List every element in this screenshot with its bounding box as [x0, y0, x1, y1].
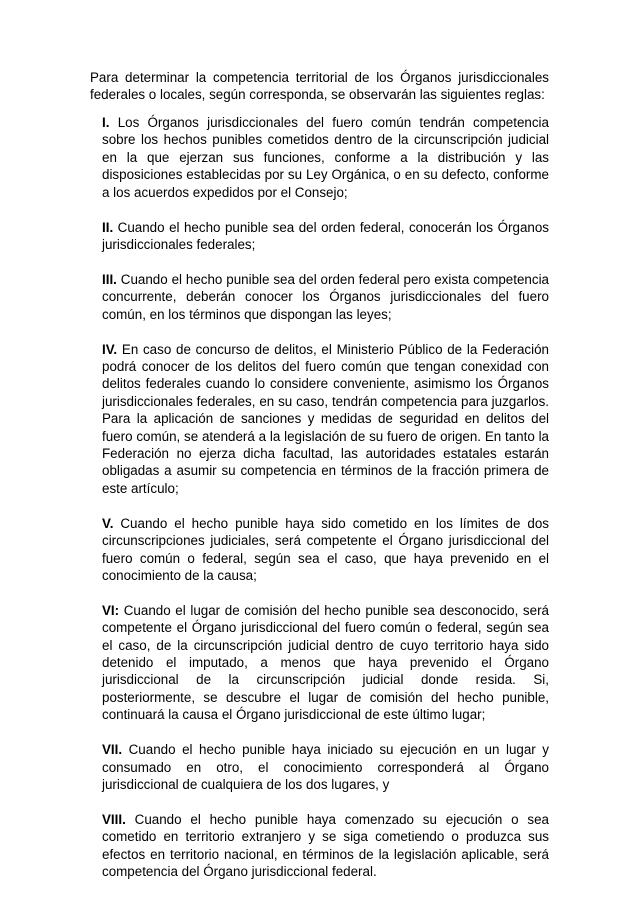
- rule-number: I.: [102, 115, 110, 130]
- rule-text: Los Órganos jurisdiccionales del fuero común tendrán competencia sobre los hechos punibles cometidos dentro de la circunscripción judicial en la que ejerzan sus funciones, conforme a la distribución y las disposiciones establecidas por su Ley Orgánica, o en su defecto, conforme a los acuerdos expedidos por el Consejo;: [102, 115, 549, 200]
- rule-number: VII.: [102, 742, 123, 758]
- rule-item-2: [102, 219, 549, 254]
- rule-number: IV.: [102, 341, 118, 357]
- rule-text: Cuando el lugar de comisión del hecho punible sea desconocido, será competente el Órgano jurisdiccional del fuero común o federal, según sea el caso, de la circunscripción judicial dentro de cuyo territorio haya sido detenido el imputado, a menos que haya prevenido el Órgano jurisdiccional de la circunscripción judicial donde resida. Si, posteriormente, se descubre el lugar de comisión del hecho punible, continuará la causa el Órgano jurisdiccional de este último lugar;: [102, 602, 549, 723]
- rule-item-1: [102, 114, 549, 201]
- rule-number: III.: [102, 271, 117, 287]
- rule-text: Cuando el hecho punible sea del orden federal, conocerán los Órganos jurisdiccionales federales;: [102, 219, 549, 252]
- rule-item-6: [102, 602, 549, 724]
- rule-item-4: [102, 341, 549, 498]
- rule-item-8: [102, 811, 549, 881]
- rule-number: VI:: [102, 602, 120, 618]
- rule-text: Cuando el hecho punible haya comenzado su ejecución o sea cometido en territorio extranjero y se siga cometiendo o produzca sus efectos en territorio nacional, en términos de la legislación aplicable, será competencia del Órgano jurisdiccional federal.: [102, 811, 549, 880]
- rule-text: Cuando el hecho punible haya sido cometido en los límites de dos circunscripciones judiciales, será competente el Órgano jurisdiccional del fuero común o federal, según sea el caso, que haya prevenido en el conocimiento de la causa;: [102, 515, 549, 583]
- rule-number: II.: [102, 219, 114, 235]
- rule-number: VIII.: [102, 811, 126, 827]
- rule-item-5: [102, 515, 549, 585]
- rule-text: Cuando el hecho punible sea del orden federal pero exista competencia concurrente, deberán conocer los Órganos jurisdiccionales del fuero común, en los términos que dispongan las leyes;: [102, 271, 549, 322]
- rule-text: En caso de concurso de delitos, el Ministerio Público de la Federación podrá conocer de los delitos del fuero común que tengan conexidad con delitos federales cuando lo considere conveniente, asimismo los Órganos jurisdiccionales federales, en su caso, tendrán competencia para juzgarlos. Para la aplicación de sanciones y medidas de seguridad en delitos del fuero común, se atenderá a la legislación de su fuero de origen. En tanto la Federación no ejerza dicha facultad, las autoridades estatales estarán obligadas a asumir su competencia en términos de la fracción primera de este artículo;: [102, 341, 549, 496]
- rule-text: Cuando el hecho punible haya iniciado su ejecución en un lugar y consumado en otro, el conocimiento corresponderá al Órgano jurisdiccional de cualquiera de los dos lugares, y: [102, 742, 549, 792]
- rule-item-3: [102, 271, 549, 323]
- rule-number: V.: [102, 515, 114, 531]
- rules-list: [102, 114, 549, 898]
- rule-item-7: [102, 741, 549, 793]
- intro-paragraph: Para determinar la competencia territorial de los Órganos jurisdiccionales federales o locales, según corresponda, se observarán las siguientes reglas:: [90, 70, 549, 103]
